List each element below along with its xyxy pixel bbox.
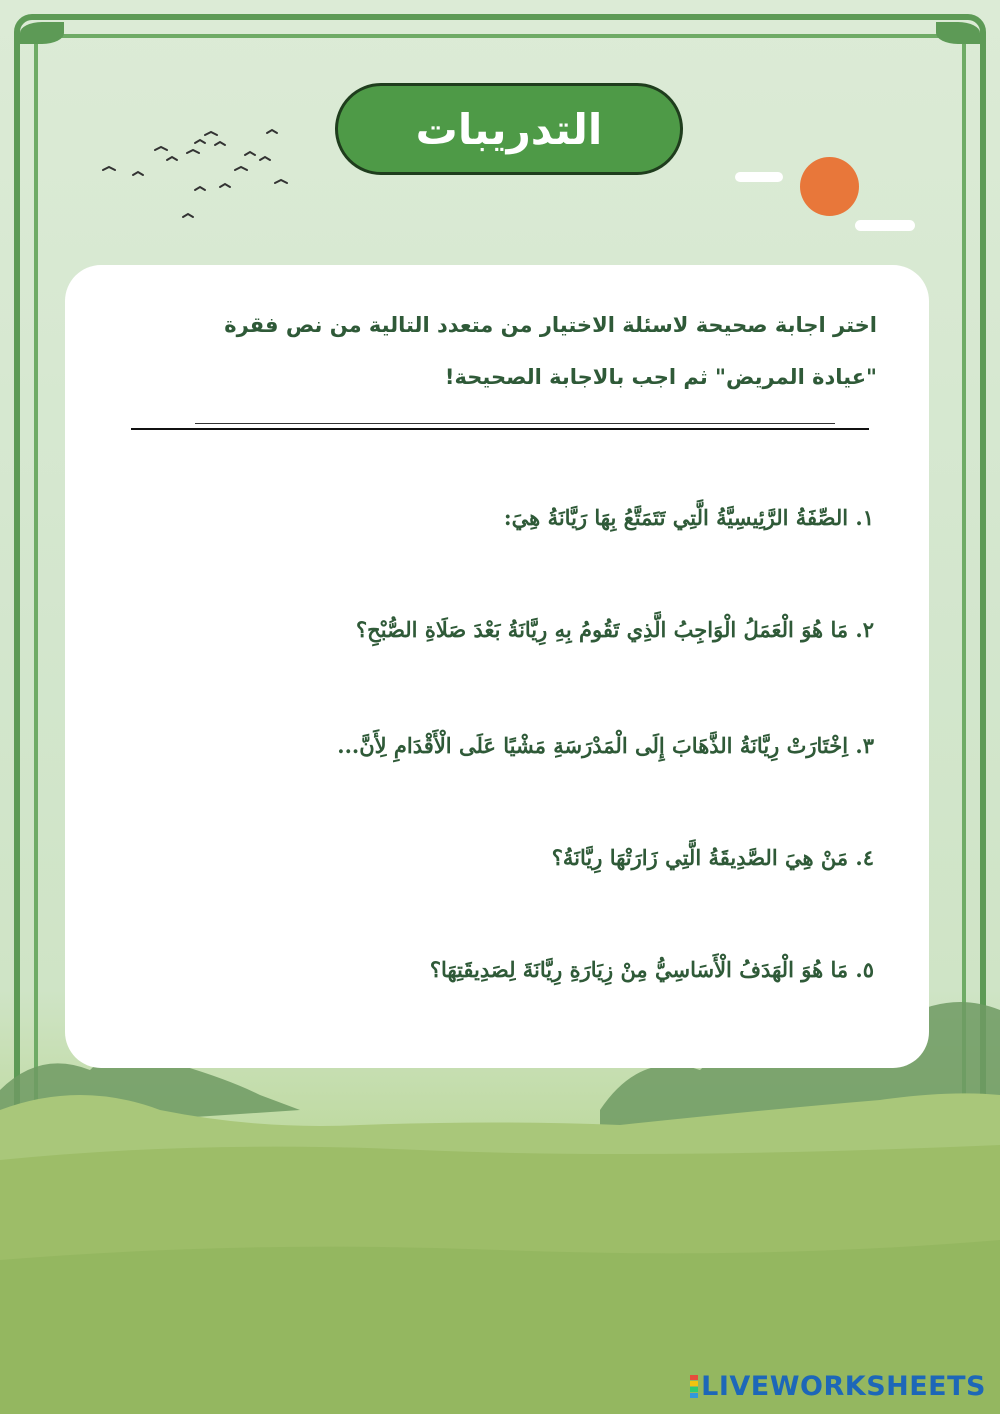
question-2: ٢. مَا هُوَ الْعَمَلُ الْوَاجِبُ الَّذِي تَقُومُ بِهِ رِيَّانَةُ بَعْدَ صَلَاةِ الصُّبْحِ؟ — [356, 617, 874, 642]
instructions-line-1: اختر اجابة صحيحة لاسئلة الاختيار من متعدد التالية من نص فقرة — [224, 313, 877, 337]
divider-thick — [131, 428, 869, 430]
question-4: ٤. مَنْ هِيَ الصَّدِيقَةُ الَّتِي زَارَتْهَا رِيَّانَةُ؟ — [551, 845, 874, 870]
brand-mark-icon — [690, 1375, 698, 1398]
question-3: ٣. اِخْتَارَتْ رِيَّانَةُ الذَّهَابَ إِلَى الْمَدْرَسَةِ مَشْيًا عَلَى الْأَقْدَامِ لِأَنَّ... — [337, 733, 874, 758]
brand-logo[interactable] — [690, 1371, 986, 1402]
sun-icon — [800, 157, 859, 216]
question-1: ١. الصِّفَةُ الرَّئِيسِيَّةُ الَّتِي تَتَمَتَّعُ بِهَا رَيَّانَةُ هِيَ: — [503, 505, 874, 530]
page-title: التدريبات — [415, 104, 603, 154]
leaf-decoration — [936, 22, 980, 44]
divider-thin — [195, 423, 835, 424]
instructions-line-2: "عيادة المريض" ثم اجب بالاجابة الصحيحة! — [444, 365, 877, 389]
instructions — [157, 299, 877, 403]
brand-name: LIVEWORKSHEETS — [701, 1371, 986, 1402]
cloud-icon — [735, 172, 783, 182]
cloud-icon — [855, 220, 915, 231]
leaf-decoration — [20, 22, 64, 44]
question-5: ٥. مَا هُوَ الْهَدَفُ الْأَسَاسِيُّ مِنْ زِيَارَةِ رِيَّانَةَ لِصَدِيقَتِهَا؟ — [429, 957, 874, 982]
exercise-card — [65, 265, 929, 1068]
birds-icon — [95, 125, 295, 225]
page-title-banner — [335, 83, 683, 175]
